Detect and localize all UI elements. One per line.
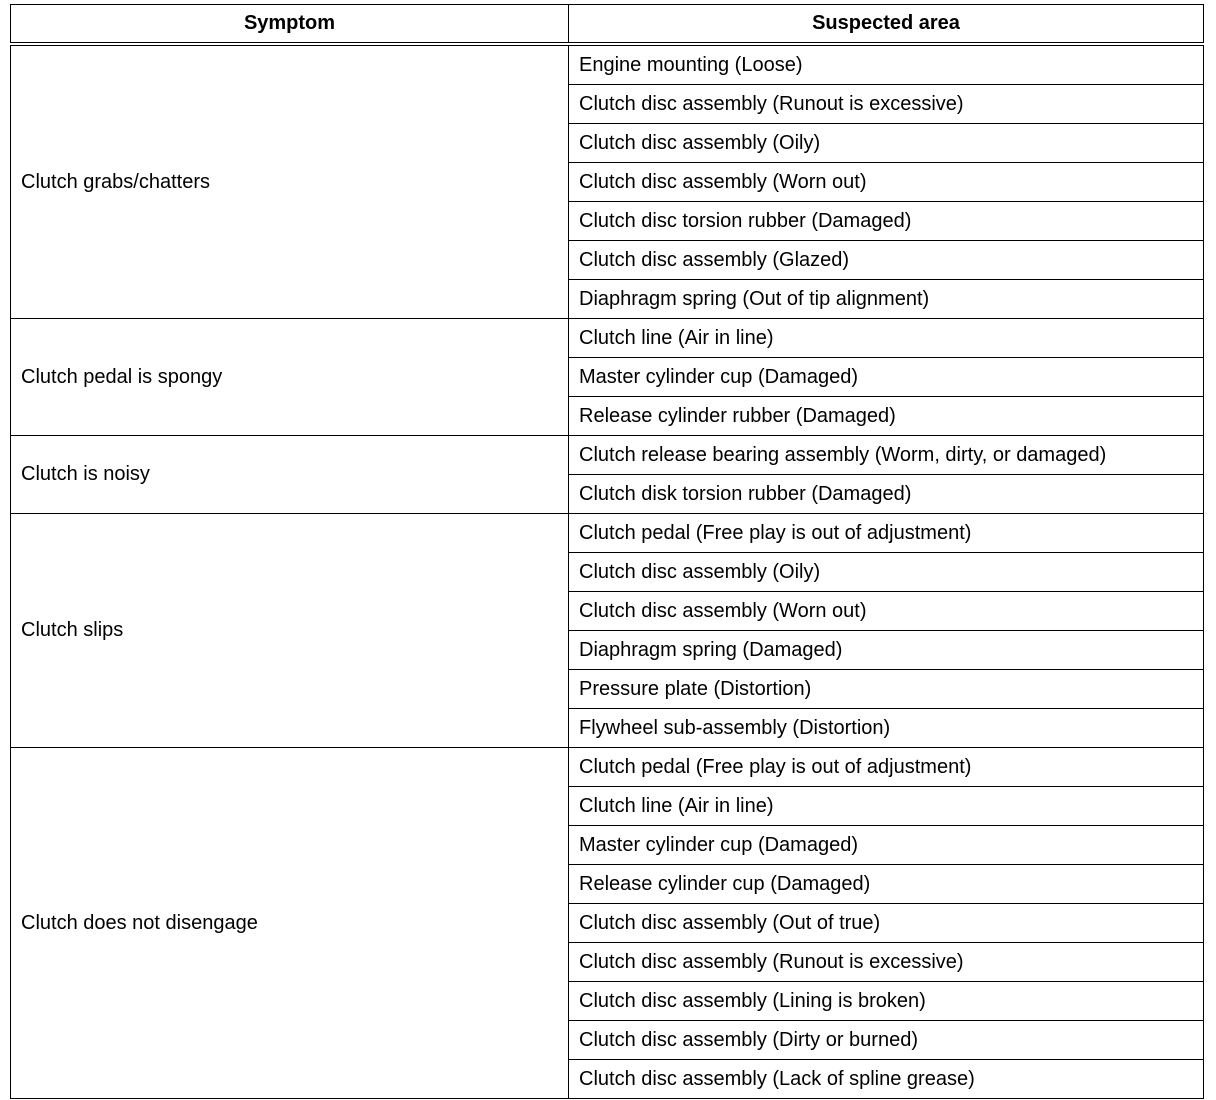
table-body (11, 44, 1204, 1099)
suspected-area-cell: Clutch disc assembly (Out of true) (569, 904, 1204, 943)
suspected-area-cell: Clutch disc assembly (Lining is broken) (569, 982, 1204, 1021)
table-header (11, 5, 1204, 45)
suspected-area-cell: Clutch pedal (Free play is out of adjustment) (569, 748, 1204, 787)
suspected-area-cell: Clutch disc assembly (Runout is excessive) (569, 85, 1204, 124)
table-row (11, 319, 1204, 358)
symptom-cell: Clutch does not disengage (11, 748, 569, 1099)
suspected-area-cell: Diaphragm spring (Damaged) (569, 631, 1204, 670)
suspected-area-cell: Clutch disc assembly (Worn out) (569, 163, 1204, 202)
table-row (11, 44, 1204, 85)
suspected-area-cell: Clutch release bearing assembly (Worm, dirty, or damaged) (569, 436, 1204, 475)
header-row (11, 5, 1204, 45)
suspected-area-cell: Clutch disc assembly (Dirty or burned) (569, 1021, 1204, 1060)
suspected-area-cell: Clutch disc assembly (Worn out) (569, 592, 1204, 631)
suspected-area-cell: Clutch disc assembly (Oily) (569, 124, 1204, 163)
table-row (11, 514, 1204, 553)
suspected-area-cell: Clutch line (Air in line) (569, 787, 1204, 826)
suspected-area-cell: Clutch disc assembly (Lack of spline grease) (569, 1060, 1204, 1099)
suspected-area-cell: Pressure plate (Distortion) (569, 670, 1204, 709)
suspected-area-cell: Clutch line (Air in line) (569, 319, 1204, 358)
suspected-area-cell: Release cylinder rubber (Damaged) (569, 397, 1204, 436)
suspected-area-cell: Engine mounting (Loose) (569, 44, 1204, 85)
suspected-area-cell: Clutch disc assembly (Glazed) (569, 241, 1204, 280)
troubleshooting-table (10, 4, 1204, 1099)
suspected-area-cell: Clutch disc torsion rubber (Damaged) (569, 202, 1204, 241)
symptom-cell: Clutch grabs/chatters (11, 44, 569, 319)
suspected-area-cell: Clutch disk torsion rubber (Damaged) (569, 475, 1204, 514)
suspected-area-cell: Diaphragm spring (Out of tip alignment) (569, 280, 1204, 319)
symptom-cell: Clutch slips (11, 514, 569, 748)
suspected-area-cell: Clutch disc assembly (Oily) (569, 553, 1204, 592)
suspected-area-cell: Release cylinder cup (Damaged) (569, 865, 1204, 904)
table-row (11, 748, 1204, 787)
symptom-cell: Clutch is noisy (11, 436, 569, 514)
suspected-area-cell: Flywheel sub-assembly (Distortion) (569, 709, 1204, 748)
header-suspected-area: Suspected area (569, 5, 1204, 45)
header-symptom: Symptom (11, 5, 569, 45)
suspected-area-cell: Master cylinder cup (Damaged) (569, 826, 1204, 865)
symptom-cell: Clutch pedal is spongy (11, 319, 569, 436)
suspected-area-cell: Master cylinder cup (Damaged) (569, 358, 1204, 397)
suspected-area-cell: Clutch disc assembly (Runout is excessive) (569, 943, 1204, 982)
table-row (11, 436, 1204, 475)
suspected-area-cell: Clutch pedal (Free play is out of adjustment) (569, 514, 1204, 553)
